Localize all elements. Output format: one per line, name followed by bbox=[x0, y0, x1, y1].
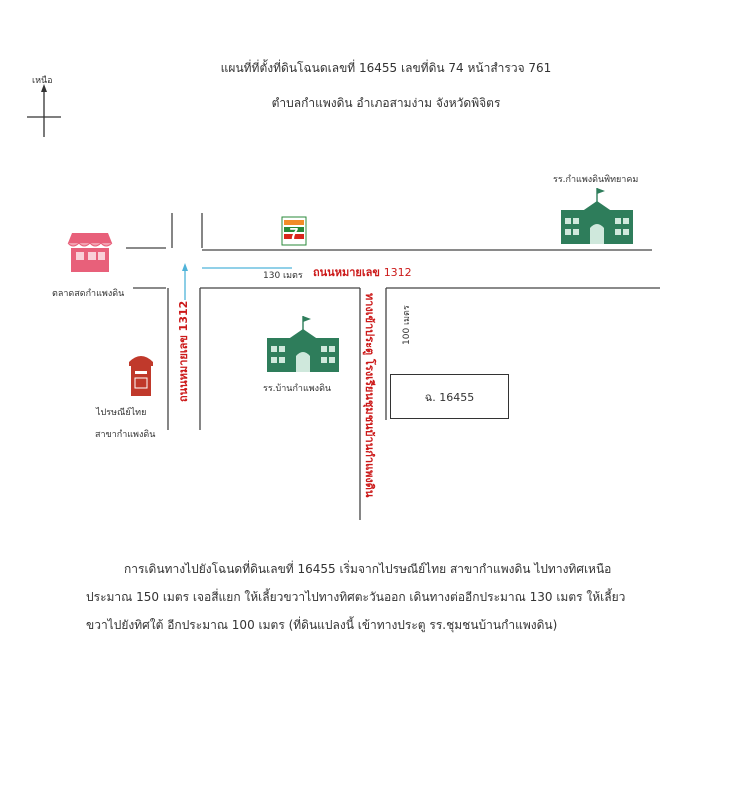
entrance-road-label: ทางเข้าประตู โรงเรียนชุมชนบ้านกำแพงดิน bbox=[363, 293, 376, 498]
distance-east-label: 130 เมตร bbox=[263, 271, 303, 281]
description-line-2: ประมาณ 150 เมตร เจอสี่แยก ให้เลี้ยวขวาไปทางทิศตะวันออก เดินทางต่ออีกประมาณ 130 เมตร ให้เลี้ยว bbox=[86, 590, 626, 604]
svg-text:7: 7 bbox=[289, 226, 299, 243]
north-label: เหนือ bbox=[32, 76, 53, 86]
description-line-1: การเดินทางไปยังโฉนดที่ดินเลขที่ 16455 เริ่มจากไปรษณีย์ไทย สาขากำแพงดิน ไปทางทิศเหนือ bbox=[124, 562, 612, 576]
description-line-3: ขวาไปยังทิศใต้ อีกประมาณ 100 เมตร (ที่ดินแปลงนี้ เข้าทางประตู รร.ชุมชนบ้านกำแพงดิน) bbox=[86, 618, 558, 632]
map-subtitle: ตำบลกำแพงดิน อำเภอสามง่าม จังหวัดพิจิตร bbox=[271, 96, 501, 110]
road-1312-vertical-label: ถนนหมายเลข 1312 bbox=[177, 300, 190, 402]
post-office-branch-label: สาขากำแพงดิน bbox=[95, 430, 156, 440]
market-stall-icon bbox=[68, 233, 112, 272]
post-office-label: ไปรษณีย์ไทย bbox=[96, 408, 147, 418]
road-name: ถนนหมายเลข bbox=[313, 266, 380, 279]
road-lines bbox=[126, 213, 660, 520]
road-1312-horizontal-label bbox=[313, 263, 412, 281]
school-north-label: รร.กำแพงดินพิทยาคม bbox=[553, 175, 639, 185]
north-arrow-icon bbox=[27, 84, 61, 137]
distance-south-label: 100 เมตร bbox=[402, 305, 412, 345]
school-center-label: รร.บ้านกำแพงดิน bbox=[263, 384, 332, 394]
map-title: แผนที่ที่ตั้งที่ดินโฉนดเลขที่ 16455 เลขที่ดิน 74 หน้าสำรวจ 761 bbox=[220, 61, 552, 75]
land-plot bbox=[390, 374, 509, 419]
plot-label: ฉ. 16455 bbox=[424, 390, 475, 404]
seven-eleven-icon bbox=[282, 217, 306, 245]
market-label: ตลาดสดกำแพงดิน bbox=[52, 289, 125, 299]
school-icon bbox=[267, 316, 339, 372]
mailbox-icon bbox=[129, 356, 153, 396]
school-icon bbox=[561, 188, 633, 244]
road-number: 1312 bbox=[383, 266, 412, 279]
